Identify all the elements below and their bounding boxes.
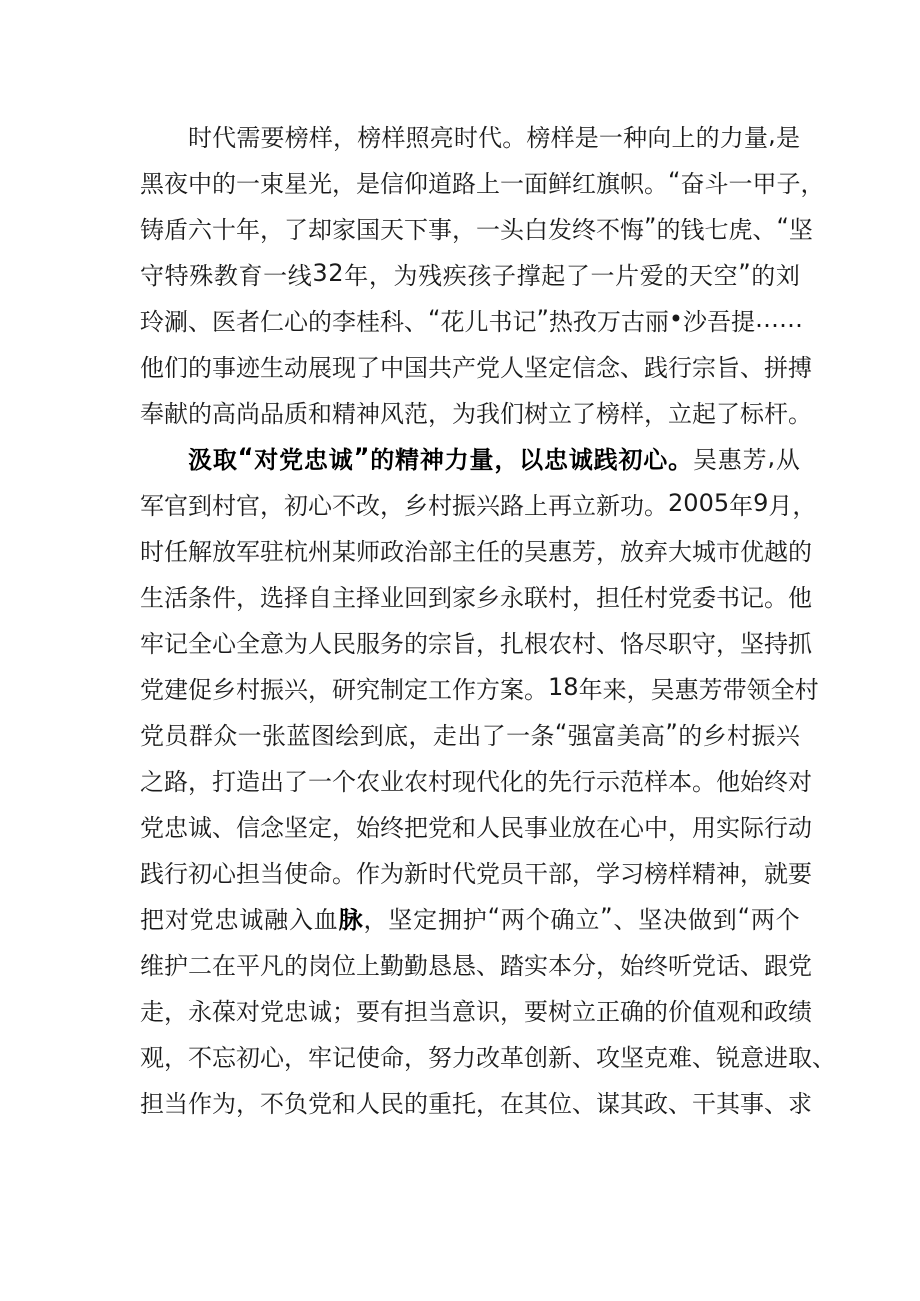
text-line: 党 员 群 众 一 张 蓝 图 绘 到 底 ， 走 出 了 一 条 “ 强 富 美 高 ” 的 乡 村 振 兴 (140, 719, 800, 750)
text-line: 维 护 二 在 平 凡 的 岗 位 上 勤 勤 恳 恳 、 踏 实 本 分 ， 始 终 听 党 话 、 跟 党 (140, 951, 812, 980)
text-line: 军 官 到 村 官 ， 初 心 不 改 ， 乡 村 振 兴 路 上 再 立 新 功 。 2 0 0 5 年 9 月 ， (140, 489, 817, 520)
document-body (140, 112, 836, 1124)
text-line: 之 路 ， 打 造 出 了 一 个 农 业 农 村 现 代 化 的 先 行 示 范 样 本 。 他 始 终 对 (140, 767, 812, 796)
text-line: 担 当 作 为 ， 不 负 党 和 人 民 的 重 托 ， 在 其 位 、 谋 其 政 、 干 其 事 、 求 (140, 1089, 812, 1118)
text-line: 把 对 党 忠 诚 融 入 血 脉 ， 坚 定 拥 护 “ 两 个 确 立 ” 、 坚 决 做 到 “ 两 个 (140, 903, 800, 934)
text-line: 玲 涮 、 医 者 仁 心 的 李 桂 科 、 “ 花 儿 书 记 ” 热 孜 万 古 丽 • 沙 吾 提 … … (140, 305, 804, 336)
text-line: 观 ， 不 忘 初 心 ， 牢 记 使 命 ， 努 力 改 革 创 新 、 攻 坚 克 难 、 锐 意 进 取 、 (140, 1043, 836, 1072)
text-line: 汲 取 “ 对 党 忠 诚 ” 的 精 神 力 量 ， 以 忠 诚 践 初 心 。 吴 惠 芳 , 从 (188, 443, 800, 474)
text-line: 奉 献 的 高 尚 品 质 和 精 神 风 范 ， 为 我 们 树 立 了 榜 样 ， 立 起 了 标 杆 。 (140, 399, 812, 428)
text-line: 党 忠 诚 、 信 念 坚 定 ， 始 终 把 党 和 人 民 事 业 放 在 心 中 ， 用 实 际 行 动 (140, 813, 812, 842)
text-line: 践 行 初 心 担 当 使 命 。 作 为 新 时 代 党 员 干 部 ， 学 习 榜 样 精 神 ， 就 要 (140, 859, 812, 888)
text-line: 时 代 需 要 榜 样 ， 榜 样 照 亮 时 代 。 榜 样 是 一 种 向 上 的 力 量 , 是 (188, 121, 800, 152)
text-line: 生 活 条 件 ， 选 择 自 主 择 业 回 到 家 乡 永 联 村 ， 担 任 村 党 委 书 记 。 他 (140, 583, 812, 612)
text-line: 他 们 的 事 迹 生 动 展 现 了 中 国 共 产 党 人 坚 定 信 念 、 践 行 宗 旨 、 拼 搏 (140, 353, 812, 382)
text-line: 守 特 殊 教 育 一 线 3 2 年 ， 为 残 疾 孩 子 撑 起 了 一 片 爱 的 天 空 ” 的 刘 (140, 259, 800, 290)
text-line: 党 建 促 乡 村 振 兴 ， 研 究 制 定 工 作 方 案 。 1 8 年 来 ， 吴 惠 芳 带 领 全 村 (140, 673, 819, 704)
text-line: 黑 夜 中 的 一 束 星 光 ， 是 信 仰 道 路 上 一 面 鲜 红 旗 帜 。 “ 奋 斗 一 甲 子 ， (140, 167, 825, 198)
text-line: 铸 盾 六 十 年 ， 了 却 家 国 天 下 事 ， 一 头 白 发 终 不 悔 ” 的 钱 七 虎 、 “ 坚 (140, 213, 813, 244)
text-line: 时 任 解 放 军 驻 杭 州 某 师 政 治 部 主 任 的 吴 惠 芳 ， 放 弃 大 城 市 优 越 的 (140, 537, 812, 566)
text-line: 牢 记 全 心 全 意 为 人 民 服 务 的 宗 旨 ， 扎 根 农 村 、 恪 尽 职 守 ， 坚 持 抓 (140, 629, 812, 658)
text-line: 走 ， 永 葆 对 党 忠 诚 ； 要 有 担 当 意 识 ， 要 树 立 正 确 的 价 值 观 和 政 绩 (140, 997, 812, 1026)
